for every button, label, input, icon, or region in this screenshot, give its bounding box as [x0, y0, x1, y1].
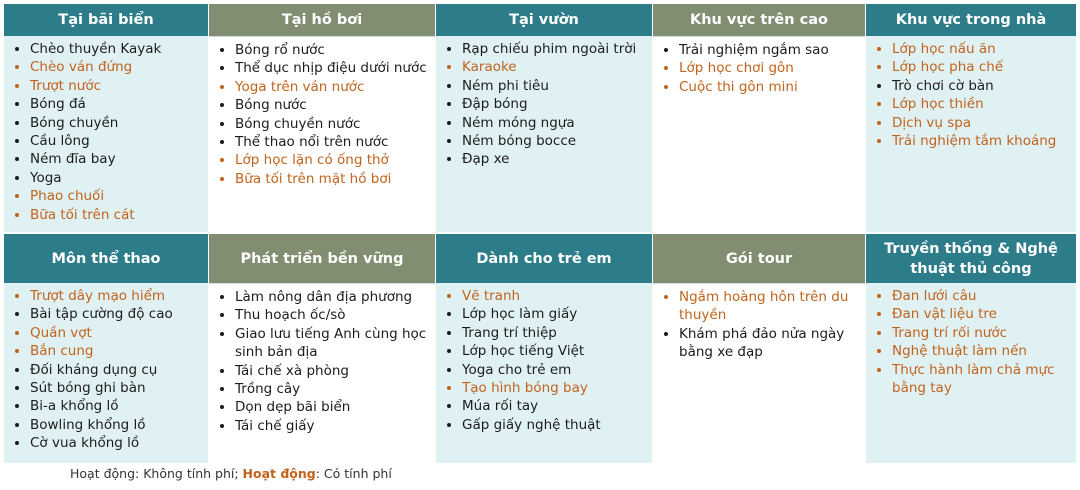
activity-free: Trải nghiệm ngắm sao — [661, 41, 859, 59]
section-body — [4, 36, 208, 232]
section-body — [4, 283, 208, 463]
section-body — [866, 36, 1076, 232]
activity-free: Tái chế xà phòng — [217, 362, 429, 380]
activity-free: Yoga — [12, 169, 202, 187]
activity-free: Cầu lông — [12, 132, 202, 150]
section-header: Tại vườn — [436, 4, 652, 36]
activity-paid: Ngắm hoàng hôn trên du thuyền — [661, 288, 859, 325]
activity-paid: Bữa tối trên cát — [12, 206, 202, 224]
section-header: Khu vực trong nhà — [866, 4, 1076, 36]
activity-free: Ném bóng bocce — [444, 132, 646, 150]
activity-paid: Đan lưới câu — [874, 287, 1070, 305]
activity-paid: Lớp học chơi gôn — [661, 59, 859, 77]
activity-list — [874, 287, 1070, 397]
section-body — [209, 283, 435, 463]
section-body — [436, 36, 652, 232]
section-column — [653, 232, 865, 463]
section-header: Phát triển bền vững — [209, 234, 435, 283]
activity-paid: Trang trí rối nước — [874, 324, 1070, 342]
activity-paid: Karaoke — [444, 58, 646, 76]
activity-free: Dọn dẹp bãi biển — [217, 398, 429, 416]
legend-paid-suffix: : Có tính phí — [315, 466, 392, 481]
activity-paid: Trải nghiệm tắm khoáng — [874, 132, 1070, 150]
activity-list — [444, 287, 646, 434]
activity-paid: Cuộc thi gôn mini — [661, 78, 859, 96]
activity-free: Chèo thuyền Kayak — [12, 40, 202, 58]
activity-list — [12, 287, 202, 453]
legend — [70, 466, 392, 481]
activity-free: Thể thao nổi trên nước — [217, 133, 429, 151]
activity-free: Lớp học làm giấy — [444, 305, 646, 323]
activity-paid: Trượt dây mạo hiểm — [12, 287, 202, 305]
section-header: Gói tour — [653, 234, 865, 283]
section-body — [209, 36, 435, 232]
section-header: Truyền thống & Nghệ thuật thủ công — [866, 234, 1076, 283]
legend-free-label: Hoạt động — [70, 466, 136, 481]
section-column — [436, 232, 652, 463]
activity-paid: Thực hành làm chả mực bằng tay — [874, 361, 1070, 398]
activities-grid — [4, 4, 1076, 463]
activity-list — [12, 40, 202, 224]
activity-paid: Đan vật liệu tre — [874, 305, 1070, 323]
activity-paid: Tạo hình bóng bay — [444, 379, 646, 397]
activity-free: Trang trí thiệp — [444, 324, 646, 342]
section-body — [653, 283, 865, 463]
activity-free: Bi-a khổng lồ — [12, 397, 202, 415]
activity-free: Bóng chuyền — [12, 114, 202, 132]
legend-free-suffix: : Không tính phí; — [135, 466, 243, 481]
activity-free: Thể dục nhịp điệu dưới nước — [217, 59, 429, 77]
activity-paid: Phao chuối — [12, 187, 202, 205]
section-body — [436, 283, 652, 463]
section-header: Khu vực trên cao — [653, 4, 865, 36]
activity-list — [444, 40, 646, 169]
activity-free: Sút bóng ghi bàn — [12, 379, 202, 397]
activity-free: Bóng chuyền nước — [217, 115, 429, 133]
activity-paid: Trượt nước — [12, 77, 202, 95]
activity-free: Ném móng ngựa — [444, 114, 646, 132]
activity-free: Bowling khổng lồ — [12, 416, 202, 434]
activity-paid: Chèo ván đứng — [12, 58, 202, 76]
activity-free: Bóng rổ nước — [217, 41, 429, 59]
activity-free: Múa rối tay — [444, 397, 646, 415]
activity-paid: Vẽ tranh — [444, 287, 646, 305]
activity-free: Giao lưu tiếng Anh cùng học sinh bản địa — [217, 325, 429, 362]
activity-paid: Lớp học pha chế — [874, 58, 1070, 76]
section-header: Tại bãi biển — [4, 4, 208, 36]
activity-list — [874, 40, 1070, 150]
section-column — [4, 4, 208, 232]
activity-free: Yoga cho trẻ em — [444, 361, 646, 379]
section-column — [436, 4, 652, 232]
section-column — [209, 4, 435, 232]
activity-paid: Bữa tối trên mặt hồ bơi — [217, 170, 429, 188]
activity-free: Lớp học tiếng Việt — [444, 342, 646, 360]
activity-free: Thu hoạch ốc/sò — [217, 306, 429, 324]
activity-list — [661, 41, 859, 96]
activity-free: Cờ vua khổng lồ — [12, 434, 202, 452]
section-column — [866, 232, 1076, 463]
activity-list — [217, 41, 429, 188]
activity-free: Bóng nước — [217, 96, 429, 114]
activity-free: Trồng cây — [217, 380, 429, 398]
activity-list — [661, 288, 859, 362]
section-header: Tại hồ bơi — [209, 4, 435, 36]
activity-free: Gấp giấy nghệ thuật — [444, 416, 646, 434]
legend-paid-label: Hoạt động — [242, 466, 316, 481]
activity-paid: Nghệ thuật làm nến — [874, 342, 1070, 360]
activity-paid: Lớp học lặn có ống thở — [217, 151, 429, 169]
activity-free: Tái chế giấy — [217, 417, 429, 435]
activity-paid: Lớp học thiền — [874, 95, 1070, 113]
section-body — [653, 36, 865, 232]
activity-free: Khám phá đảo nửa ngày bằng xe đạp — [661, 325, 859, 362]
activity-free: Bài tập cường độ cao — [12, 305, 202, 323]
section-column — [653, 4, 865, 232]
section-column — [4, 232, 208, 463]
activity-free: Ném phi tiêu — [444, 77, 646, 95]
activity-free: Làm nông dân địa phương — [217, 288, 429, 306]
section-header: Môn thể thao — [4, 234, 208, 283]
activity-free: Ném đĩa bay — [12, 150, 202, 168]
activity-paid: Yoga trên ván nước — [217, 78, 429, 96]
activity-paid: Bắn cung — [12, 342, 202, 360]
activity-paid: Dịch vụ spa — [874, 114, 1070, 132]
section-body — [866, 283, 1076, 463]
activity-paid: Quần vợt — [12, 324, 202, 342]
section-column — [209, 232, 435, 463]
activity-free: Bóng đá — [12, 95, 202, 113]
activity-list — [217, 288, 429, 435]
activity-free: Đạp xe — [444, 150, 646, 168]
activity-free: Rạp chiếu phim ngoài trời — [444, 40, 646, 58]
activity-free: Đối kháng dụng cụ — [12, 361, 202, 379]
activity-paid: Lớp học nấu ăn — [874, 40, 1070, 58]
section-header: Dành cho trẻ em — [436, 234, 652, 283]
section-column — [866, 4, 1076, 232]
activity-free: Đập bóng — [444, 95, 646, 113]
activity-free: Trò chơi cờ bàn — [874, 77, 1070, 95]
